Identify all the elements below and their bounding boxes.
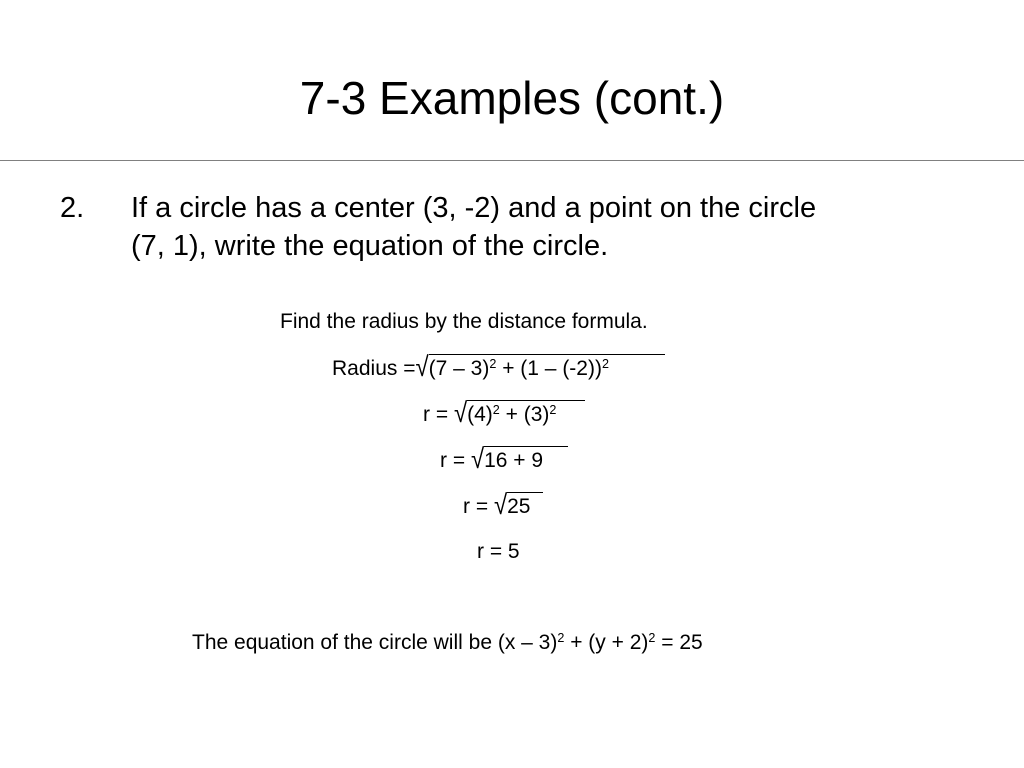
step-r-squares	[423, 397, 585, 429]
problem-line-2: (7, 1), write the equation of the circle.	[131, 230, 609, 262]
problem-number: 2.	[60, 192, 85, 224]
r-label: r =	[463, 495, 489, 518]
radicand: 16 + 9	[484, 446, 568, 474]
radical-sign-icon: √	[470, 443, 485, 475]
title-divider	[0, 160, 1024, 161]
r-label: r =	[423, 403, 449, 426]
r-label: r =	[440, 449, 466, 472]
radius-label: Radius =	[332, 357, 416, 380]
problem-statement	[131, 189, 981, 265]
step-intro: Find the radius by the distance formula.	[280, 310, 648, 333]
radical-sign-icon: √	[453, 397, 468, 429]
conclusion: The equation of the circle will be $(x - 3)^2 + (y + 2)^2 = 25$	[192, 631, 703, 654]
step-r-result: r = 5	[477, 540, 520, 563]
radicand: $(4)^2 + (3)^2$	[467, 400, 585, 428]
radicand: 25	[507, 492, 543, 520]
radical-sign-icon: √	[493, 489, 508, 521]
radical	[453, 397, 585, 429]
step-r-sum	[440, 443, 568, 475]
radicand: (7 – 3)$^2$ + (1 – (-2))$^2$	[429, 354, 665, 382]
radical	[493, 489, 543, 521]
radical-sign-icon: √	[415, 351, 429, 383]
slide-title: 7-3 Examples (cont.)	[299, 72, 725, 124]
step-r-root	[463, 489, 543, 521]
radical	[470, 443, 568, 475]
step-radius-formula	[332, 351, 665, 383]
problem-line-1: If a circle has a center (3, -2) and a point on the circle	[131, 192, 817, 224]
radical	[415, 351, 664, 383]
